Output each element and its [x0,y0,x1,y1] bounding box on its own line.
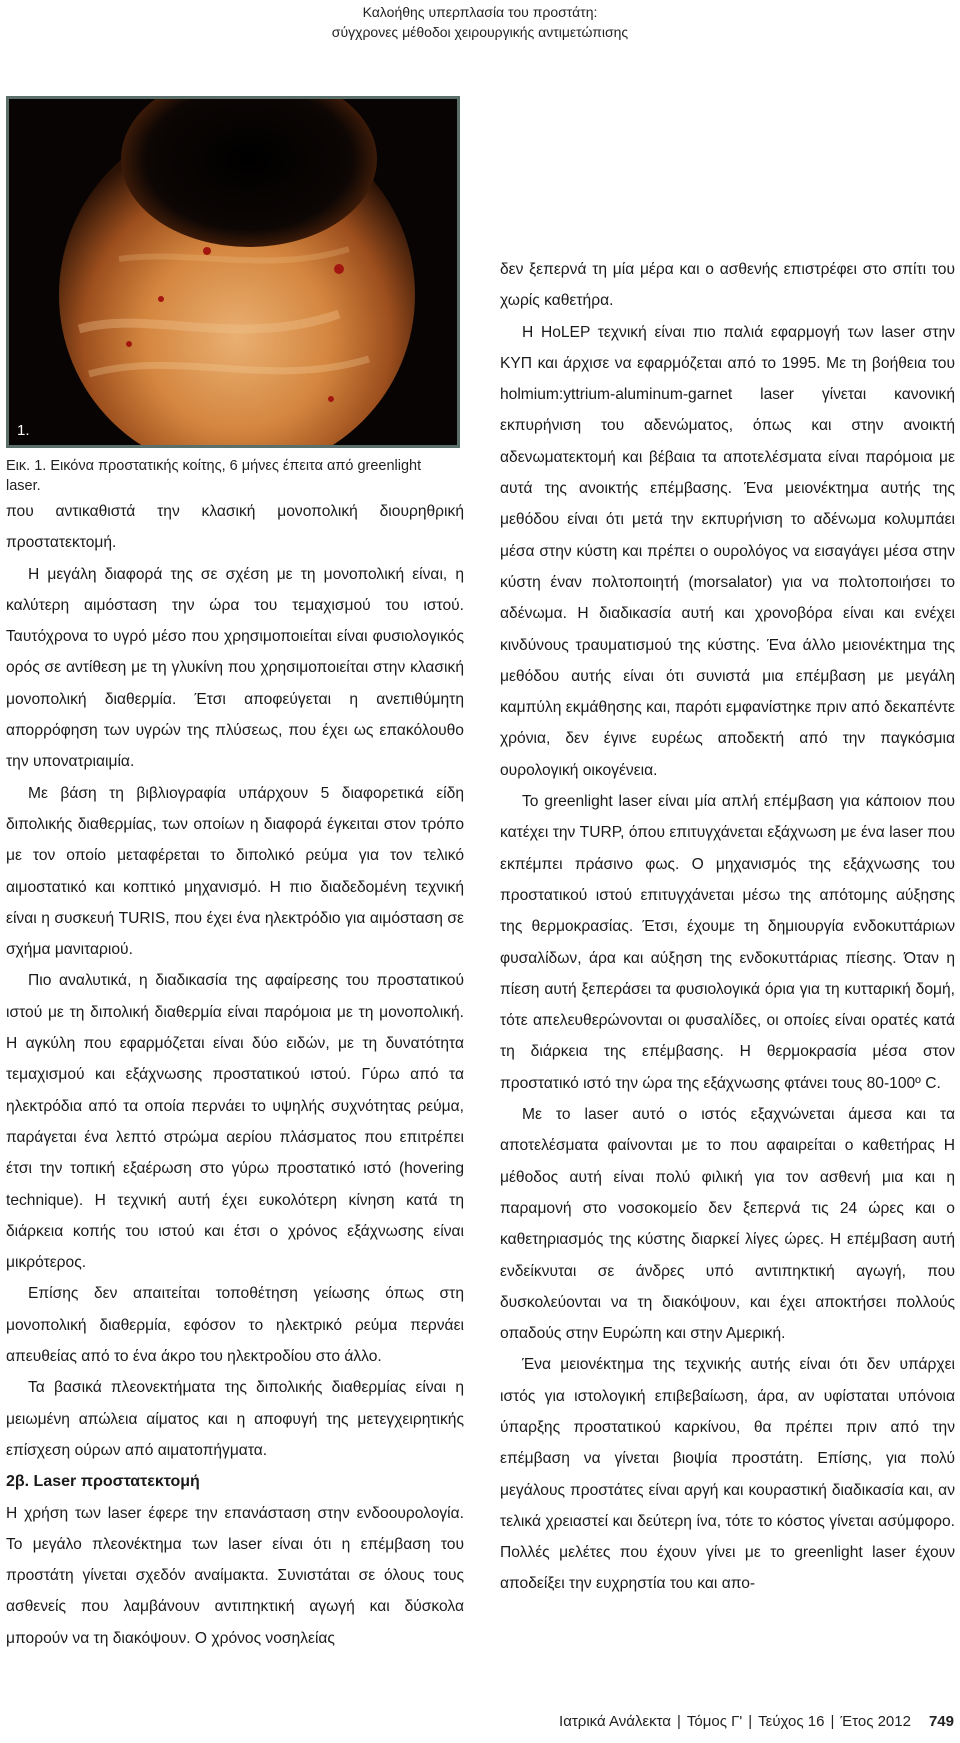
paragraph: Η χρήση των laser έφερε την επανάσταση στην ενδοουρολογία. Το μεγάλο πλεονέκτημα των laser είναι ότι η επέμβαση του προστάτη γίνεται σχεδόν αναίμακτα. Συνιστάται σε όλους τους ασθενείς που λαμβάνουν αντιπηκτική αγωγή και δύσκολα μπορούν να τη διακόψουν. Ο χρόνος νοσηλείας [6,1504,464,1647]
paragraph: Με βάση τη βιβλιογραφία υπάρχουν 5 διαφορετικά είδη διπολικής διαθερμίας, των οποίων η διαφορά έγκειται στον τρόπο με τον οποίο μεταφέρεται το διπολικό ρεύμα για τον τελικό αιμοστατικό και κοπτικό μηχανισμό. Η πιο διαδεδομένη τεχνική είναι η συσκευή TURIS, που έχει ένα ηλεκτρόδιο για αιμόσταση σε σχήμα μανιταριού. [6,784,464,959]
endoscopic-figure [6,96,460,448]
paragraph: Η μεγάλη διαφορά της σε σχέση με τη μονοπολική είναι, η καλύτερη αιμόσταση την ώρα του τεμαχισμού του ιστού. Ταυτόχρονα το υγρό μέσο που χρησιμοποιείται είναι φυσιολογικός ορός σε αντίθεση με τη γλυκίνη που χρησιμοποιείται στην κλασική μονοπολική διαθερμία. Έτσι αποφεύγεται η ανεπιθύμητη απορρόφηση των υγρών της πλύσεως, που έχει ως επακόλουθο την υπονατριαιμία. [6,565,464,771]
separator: | [830,1713,835,1730]
paragraph: Η HoLEP τεχνική είναι πιο παλιά εφαρμογή των laser στην ΚΥΠ και άρχισε να εφαρμόζεται από το 1995. Με τη βοήθεια του holmium:yttrium-aluminum-garnet laser γίνεται κανονική εκπυρήνιση του αδενώματος, όπως και στην ανοικτή αδενωματεκτομή και βέβαια τα αποτελέσματα είναι παρόμοια με αυτά της ανοικτής επέμβασης. Ένα μειονέκτημα αυτής της μεθόδου είναι ότι μετά την εκπυρήνιση το αδένωμα κολυμπάει μέσα στην κύστη και πρέπει ο ουρολόγος να εισαγάγει μέσα στην κύστη έναν πολτοποιητή (morsalator) για να πολτοποιήσει το αδένωμα. Η διαδικασία αυτή και χρονοβόρα είναι και ενέχει κινδύνους τραυματισμού της κύστης. Ένα άλλο μειονέκτημα της μεθόδου αυτής είναι ότι συνιστά μια επέμβαση με μεγάλη καμπύλη εκμάθησης και, παρότι εμφανίστηκε πριν από δεκαπέντε χρόνια, δεν έγινε ευρέως αποδεκτή από την παγκόσμια ουρολογική οικογένεια. [500,323,955,779]
figure-number: 1. [17,422,30,439]
separator: | [676,1713,681,1730]
endoscopic-image [9,99,457,445]
running-header-line1: Καλοήθης υπερπλασία του προστάτη: [362,4,598,20]
right-column [500,254,955,1600]
issue: Τεύχος 16 [758,1713,825,1730]
page-footer [559,1712,954,1732]
paragraph: Ένα μειονέκτημα της τεχνικής αυτής είναι ότι δεν υπάρχει ιστός για ιστολογική επιβεβαίωση, άρα, αν υφίσταται υπόνοια ύπαρξης προστατικού καρκίνου, θα πρέπει πριν από την επέμβαση να γίνεται βιοψία προστάτη. Επίσης, για πολύ μεγάλους προστάτες είναι αργή και κουραστική διαδικασία και, αν τελικά χρειαστεί και δεύτερη ίνα, τότε το κόστος γίνεται ασύμφορο. Πολλές μελέτες που έχουν γίνει με το greenlight laser έχουν αποδείξει την ευχρηστία του και απο- [500,1356,955,1593]
volume: Τόμος Γ' [686,1713,743,1730]
section-heading: 2β. Laser προστατεκτομή [6,1473,200,1491]
page-number: 749 [928,1713,954,1730]
separator: | [748,1713,753,1730]
paragraph: που αντικαθιστά την κλασική μονοπολική διουρηθρική προστατεκτομή. [6,503,464,552]
year: Έτος 2012 [840,1713,911,1730]
paragraph: Με το laser αυτό ο ιστός εξαχνώνεται άμεσα και τα αποτελέσματα φαίνονται με το που αφαιρείται ο καθετήρας Η μέθοδος αυτή είναι πολύ φιλική για τον ασθενή μια και η παραμονή στο νοσοκομείο δεν ξεπερνά τις 24 ώρες και ο καθετηριασμός της κύστης διαρκεί λίγες ώρες. Η επέμβαση αυτή ενδείκνυται σε άνδρες υπό αντιπηκτική αγωγή, που δυσκολεύονται να τη διακόψουν, και έχει αποκτήσει πολλούς οπαδούς στην Ευρώπη και στην Αμερική. [500,1106,955,1343]
running-header [0,2,960,42]
paragraph: Επίσης δεν απαιτείται τοποθέτηση γείωσης όπως στη μονοπολική διαθερμία, εφόσον το ηλεκτρικό ρεύμα περνάει απευθείας από το ένα άκρο του ηλεκτροδίου στο άλλο. [6,1285,464,1366]
figure-caption: Εικ. 1. Εικόνα προστατικής κοίτης, 6 μήνες έπειτα από greenlight laser. [6,458,422,494]
paragraph: Το greenlight laser είναι μία απλή επέμβαση για κάποιον που κατέχει την TURP, όπου επιτυγχάνεται εξάχνωση με ένα laser που εκπέμπει πράσινο φως. Ο μηχανισμός της εξάχνωσης του προστατικού ιστού επιτυγχάνεται μέσω της απότομης αύξησης της θερμοκρασίας. Έτσι, έχουμε τη δημιουργία ενδοκυττάριων φυσαλίδων, άρα και αύξηση της ενδοκυττάριας πίεσης. Όταν η πίεση αυτή ξεπεράσει τα φυσιολογικά όρια για τη κυτταρική δομή, τότε απελευθερώνονται οι φυσαλίδες, οι οποίες είναι ορατές κατά τη διάρκεια της επέμβασης. Η θερμοκρασία μέσα στον προστατικό ιστό την ώρα της εξάχνωσης φτάνει τους 80-100º C. [500,793,955,1092]
paragraph: Πιο αναλυτικά, η διαδικασία της αφαίρεσης του προστατικού ιστού με τη διπολική διαθερμία είναι παρόμοια με τη μονοπολική. Η αγκύλη που εφαρμόζεται είναι δύο ειδών, με τη δυνατότητα τεμαχισμού και εξάχνωσης προστατικού ιστού. Γύρω από τα ηλεκτρόδια από τα οποία περνάει το υψηλής συχνότητας ρεύμα, παράγεται ένα λεπτό στρώμα αερίου πλάσματος που επιτρέπει έτσι την τοπική εξαέρωση στο γύρω προστατικό ιστό (hovering technique). Η τεχνική αυτή έχει ευκολότερη κίνηση κατά τη διάρκεια κοπής του ιστού και έτσι ο χρόνος εξάχνωσης είναι μικρότερος. [6,972,464,1272]
running-header-line2: σύγχρονες μέθοδοι χειρουργικής αντιμετώπισης [331,24,629,40]
journal-name: Ιατρικά Ανάλεκτα [559,1713,671,1730]
paragraph: δεν ξεπερνά τη μία μέρα και ο ασθενής επιστρέφει στο σπίτι του χωρίς καθετήρα. [500,261,955,310]
paragraph: Τα βασικά πλεονεκτήματα της διπολικής διαθερμίας είναι η μειωμένη απώλεια αίματος και η αποφυγή της μετεγχειρητικής επίσχεση ούρων από αιματοπήγματα. [6,1379,464,1459]
left-column [6,496,464,1654]
